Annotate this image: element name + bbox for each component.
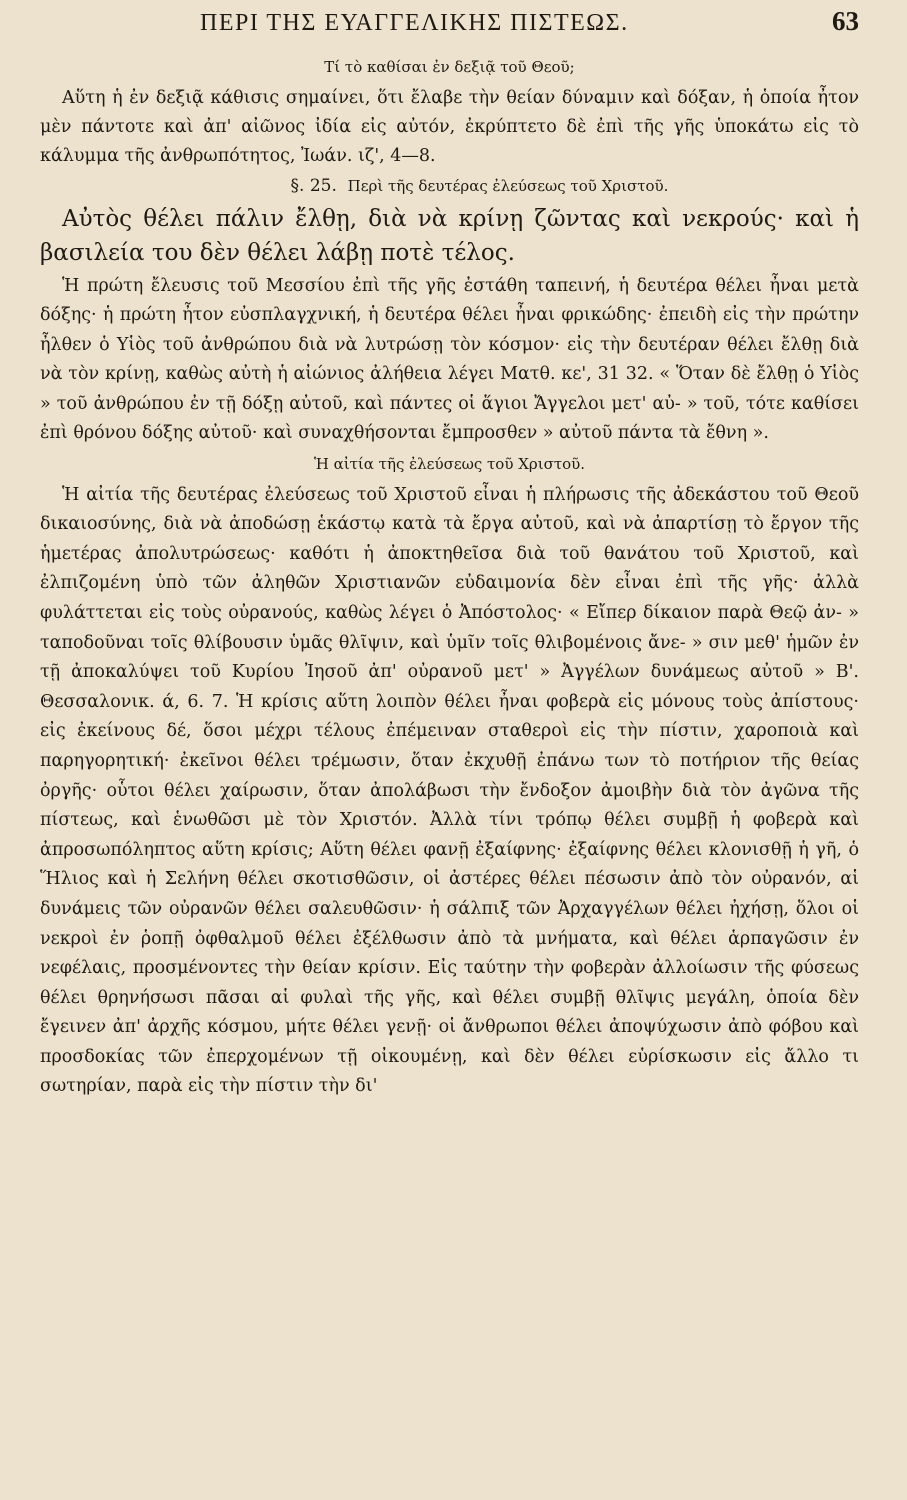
page-body [40, 58, 859, 1102]
question-heading: Τί τὸ καθίσαι ἐν δεξιᾷ τοῦ Θεοῦ; [324, 58, 575, 76]
page-number: 63 [832, 6, 859, 36]
section-number: §. 25. [290, 175, 337, 196]
section-heading [100, 176, 859, 196]
subheading-cause: Ἡ αἰτία τῆς ἐλεύσεως τοῦ Χριστοῦ. [313, 454, 586, 473]
page-header [40, 4, 861, 44]
answer-paragraph: Αὕτη ἡ ἐν δεξιᾷ κάθισις σημαίνει, ὅτι ἔλαβε τὴν θείαν δύναμιν καὶ δόξαν, ἡ ὁποία ἦτον μὲν πάντοτε καὶ ἀπ' αἰῶνος ἰδία εἰς αὐτόν, ἐκρύπτετο δὲ ἐπὶ τῆς γῆς ὑποκάτω εἰς τὸ κάλυμμα τῆς ἀνθρωπότητος, Ἰωάν. ιζ', 4—8. [40, 88, 859, 167]
body-paragraph-1: Ἡ πρώτη ἔλευσις τοῦ Μεσσίου ἐπὶ τῆς γῆς ἐστάθη ταπεινή, ἡ δευτέρα θέλει ἦναι μετὰ δόξης· ἡ πρώτη ἦτον εὐσπλαγχνική, ἡ δευτέρα θέλει ἦναι φρικώδης· ἐπειδὴ εἰς τὴν πρώτην ἦλθεν ὁ Υἱὸς τοῦ ἀνθρώπου διὰ νὰ λυτρώσῃ τὸν κόσμον· εἰς τὴν δευτέραν θέλει ἔλθῃ διὰ νὰ τὸν κρίνῃ, καθὼς αὐτὴ ἡ αἰώνιος ἀλήθεια λέγει Ματθ. κε', 31 32. « Ὅταν δὲ ἔλθῃ ὁ Υἱὸς » τοῦ ἀνθρώπου ἐν τῇ δόξῃ αὐτοῦ, καὶ πάντες οἱ ἅγιοι Ἄγγελοι μετ' αὐ- » τοῦ, τότε καθίσει ἐπὶ θρόνου δόξης αὐτοῦ· καὶ συναχθήσονται ἔμπροσθεν » αὐτοῦ πάντα τὰ ἔθνη ». [40, 275, 859, 444]
running-title: ΠΕΡΙ ΤΗΣ ΕΥΑΓΓΕΛΙΚΗΣ ΠΙΣΤΕΩΣ. [200, 10, 629, 36]
section-title: Περὶ τῆς δευτέρας ἐλεύσεως τοῦ Χριστοῦ. [347, 176, 669, 195]
section-summary: Αὐτὸς θέλει πάλιν ἔλθῃ, διὰ νὰ κρίνῃ ζῶντας καὶ νεκρούς· καὶ ἡ βασιλεία του δὲν θέλει λάβῃ ποτὲ τέλος. [40, 205, 859, 266]
body-paragraph-2: Ἡ αἰτία τῆς δευτέρας ἐλεύσεως τοῦ Χριστοῦ εἶναι ἡ πλήρωσις τῆς ἀδεκάστου τοῦ Θεοῦ δικαιοσύνης, διὰ νὰ ἀποδώσῃ ἑκάστῳ κατὰ τὰ ἔργα αὐτοῦ, καὶ νὰ ἀπαρτίσῃ τὸ ἔργον τῆς ἡμετέρας ἀπολυτρώσεως· καθότι ἡ ἀποκτηθεῖσα διὰ τοῦ θανάτου τοῦ Χριστοῦ, καὶ ἐλπιζομένη ὑπὸ τῶν ἀληθῶν Χριστιανῶν εὐδαιμονία δὲν εἶναι ἐπὶ τῆς γῆς· ἀλλὰ φυλάττεται εἰς τοὺς οὐρανούς, καθὼς λέγει ὁ Ἀπόστολος· « Εἴπερ δίκαιον παρὰ Θεῷ ἀν- » ταποδοῦναι τοῖς θλίβουσιν ὑμᾶς θλῖψιν, καὶ ὑμῖν τοῖς θλιβομένοις ἄνε- » σιν μεθ' ἡμῶν ἐν τῇ ἀποκαλύψει τοῦ Κυρίου Ἰησοῦ ἀπ' οὐρανοῦ μετ' » Ἀγγέλων δυνάμεως αὐτοῦ » Β'. Θεσσαλονικ. ά, 6. 7. Ἡ κρίσις αὕτη λοιπὸν θέλει ἦναι φοβερὰ εἰς μόνους τοὺς ἀπίστους· εἰς ἐκείνους δέ, ὅσοι μέχρι τέλους ἐπέμειναν σταθεροὶ εἰς τὴν πίστιν, χαροποιὰ καὶ παρηγορητική· ἐκεῖνοι θέλει τρέμωσιν, ὅταν ἐκχυθῇ ἐπάνω των τὸ ποτήριον τῆς θείας ὀργῆς· οὗτοι θέλει χαίρωσιν, ὅταν ἀπολάβωσι τὴν ἔνδοξον ἀμοιβὴν διὰ τὸν ἀγῶνα τῆς πίστεως, καὶ ἑνωθῶσι μὲ τὸν Χριστόν. Ἀλλὰ τίνι τρόπῳ θέλει συμβῇ ἡ φοβερὰ καὶ ἀπροσωπόληπτος αὕτη κρίσις; Αὕτη θέλει φανῇ ἐξαίφνης· ἐξαίφνης θέλει κλονισθῇ ἡ γῆ, ὁ Ἥλιος καὶ ἡ Σελήνη θέλει σκοτισθῶσιν, οἱ ἀστέρες θέλει πέσωσιν ἀπὸ τὸν οὐρανόν, αἱ δυνάμεις τῶν οὐρανῶν θέλει σαλευθῶσιν· ἡ σάλπιξ τῶν Ἀρχαγγέλων θέλει ἠχήσῃ, ὅλοι οἱ νεκροὶ ἐν ῥοπῇ ὀφθαλμοῦ θέλει ἐξέλθωσιν ἀπὸ τὰ μνήματα, καὶ θέλει ἁρπαγῶσιν ἐν νεφέλαις, προσμένοντες τὴν θείαν κρίσιν. Εἰς ταύτην τὴν φοβερὰν ἀλλοίωσιν τῆς φύσεως θέλει θρηνήσωσι πᾶσαι αἱ φυλαὶ τῆς γῆς, καὶ θέλει συμβῇ θλῖψις μεγάλη, ὁποία δὲν ἔγεινεν ἀπ' ἀρχῆς κόσμου, μήτε θέλει γενῇ· οἱ ἄνθρωποι θέλει ἀποψύχωσιν ἀπὸ φόβου καὶ προσδοκίας τῶν ἐπερχομένων τῇ οἰκουμένῃ, καὶ δὲν θέλει εὑρίσκωσιν εἰς ἄλλο τι σωτηρίαν, παρὰ εἰς τὴν πίστιν τὴν δι' [40, 484, 859, 1097]
